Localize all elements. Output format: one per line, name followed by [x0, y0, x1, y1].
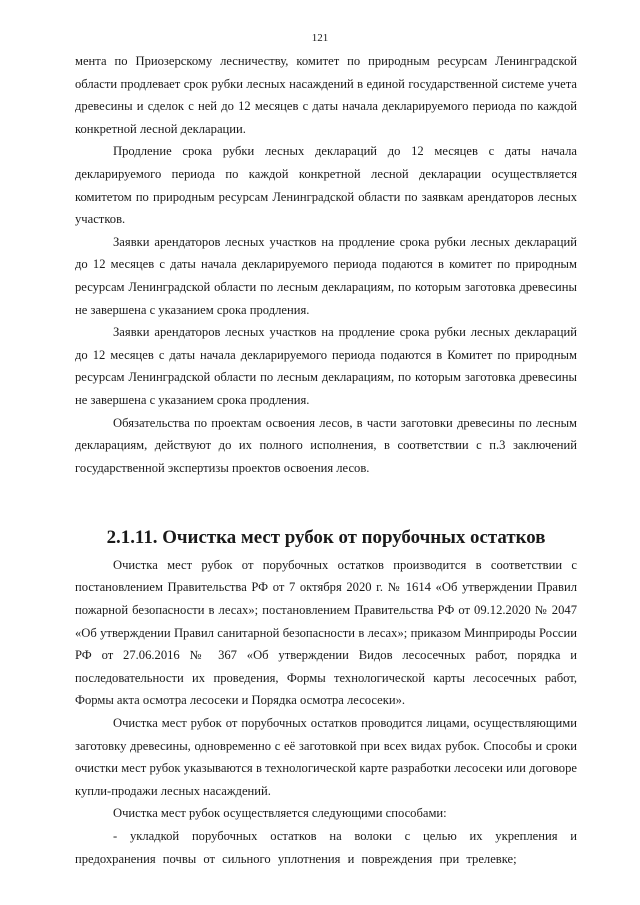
paragraph-cleaning-responsibility: Очистка мест рубок от порубочных остатков проводится лицами, осуществляющими заготовку древесины, одновременно с её заготовкой при всех видах рубок. Способы и сроки очистки мест рубок указываются в технологической карте разработки лесосеки или договоре купли-продажи лесных насаждений.	[75, 716, 577, 798]
paragraph-continuation: мента по Приозерскому лесничеству, комитет по природным ресурсам Ленинградской области продлевает срок рубки лесных насаждений в единой государственной системе учета древесины и сделок с ней до 12 месяцев с даты начала декларируемого периода по каждой конкретной лесной декларации.	[75, 54, 577, 136]
list-item-method-skid-trails: - укладкой порубочных остатков на волоки с целью их укрепления и предохранения почвы от сильного уплотнения и повреждения при трелевке;	[75, 829, 577, 866]
paragraph-cleaning-methods-intro: Очистка мест рубок осуществляется следующими способами:	[113, 806, 447, 821]
paragraph-tenant-applications-repeat: Заявки арендаторов лесных участков на продление срока рубки лесных деклараций до 12 месяцев с даты начала декларируемого периода подаются в Комитет по природным ресурсам Ленинградской области по лесным декларациям, по которым заготовка древесины не завершена с указанием срока продления.	[75, 325, 577, 407]
paragraph-tenant-applications: Заявки арендаторов лесных участков на продление срока рубки лесных деклараций до 12 месяцев с даты начала декларируемого периода подаются в комитет по природным ресурсам Ленинградской области по лесным декларациям, по которым заготовка древесины не завершена с указанием срока продления.	[75, 234, 577, 317]
page-number: 121	[311, 32, 329, 44]
page-content	[75, 50, 577, 870]
paragraph-obligations: Обязательства по проектам освоения лесов, в части заготовки древесины по лесным декларациям, действуют до их полного исполнения, в соответствии с п.3 заключений государственной экспертизы проектов освоения лесов.	[75, 415, 577, 475]
section-heading: 2.1.11. Очистка мест рубок от порубочных остатков	[106, 527, 546, 549]
paragraph-extension-by-committee: Продление срока рубки лесных деклараций до 12 месяцев с даты начала декларируемого периода по каждой конкретной лесной декларации осуществляется комитетом по природным ресурсам Ленинградской области по заявкам арендаторов лесных участков.	[75, 144, 577, 227]
paragraph-regulations: Очистка мест рубок от порубочных остатков производится в соответствии с постановлением Правительства РФ от 7 октября 2020 г. № 1614 «Об утверждении Правил пожарной безопасности в лесах»; постановлением Правительства РФ от 09.12.2020 № 2047 «Об утверждении Правил санитарной безопасности в лесах»; приказом Минприроды России РФ от 27.06.2016 № 367 «Об утверждении Видов лесосечных работ, порядка и последовательности их проведения, Формы технологической карты лесосечных работ, Формы акта осмотра лесосеки и Порядка осмотра лесосеки».	[75, 557, 577, 708]
